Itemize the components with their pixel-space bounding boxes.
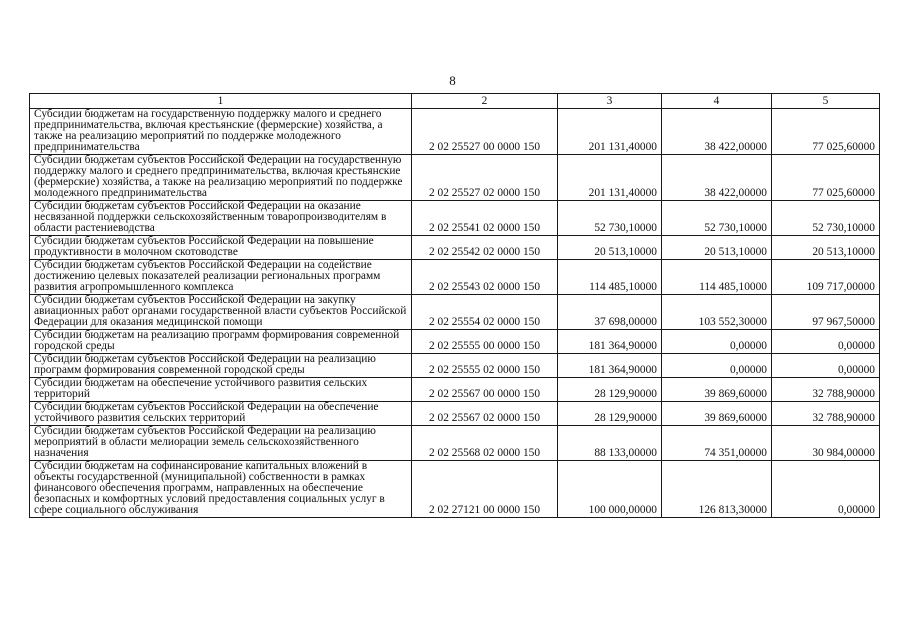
- row-value-5: 0,00000: [772, 354, 880, 378]
- column-header-1: 1: [30, 94, 412, 109]
- table-row: [30, 461, 880, 518]
- row-code: 2 02 25554 02 0000 150: [412, 295, 558, 330]
- row-code: 2 02 25527 02 0000 150: [412, 155, 558, 201]
- row-code: 2 02 25568 02 0000 150: [412, 426, 558, 461]
- row-value-5: 109 717,00000: [772, 260, 880, 295]
- table-row: [30, 402, 880, 426]
- row-value-4: 0,00000: [662, 354, 772, 378]
- row-value-5: 32 788,90000: [772, 402, 880, 426]
- row-description: Субсидии бюджетам на государственную поддержку малого и среднего предпринимательства, включая крестьянские (фермерские) хозяйства, а также на реализацию мероприятий по поддержке молодежного предпринимательства: [30, 109, 412, 155]
- row-code: 2 02 25567 02 0000 150: [412, 402, 558, 426]
- column-header-5: 5: [772, 94, 880, 109]
- table-row: [30, 109, 880, 155]
- header-row: [30, 94, 880, 109]
- column-header-2: 2: [412, 94, 558, 109]
- table-row: [30, 330, 880, 354]
- row-value-4: 126 813,30000: [662, 461, 772, 518]
- row-value-5: 52 730,10000: [772, 201, 880, 236]
- table-row: [30, 378, 880, 402]
- table-row: [30, 201, 880, 236]
- table-row: [30, 426, 880, 461]
- row-code: 2 02 25543 02 0000 150: [412, 260, 558, 295]
- table-row: [30, 155, 880, 201]
- table-row: [30, 236, 880, 260]
- row-value-3: 28 129,90000: [558, 378, 662, 402]
- row-value-5: 77 025,60000: [772, 109, 880, 155]
- row-value-5: 30 984,00000: [772, 426, 880, 461]
- page-number: 8: [449, 73, 456, 88]
- column-header-3: 3: [558, 94, 662, 109]
- row-description: Субсидии бюджетам на реализацию программ формирования современной городской среды: [30, 330, 412, 354]
- row-code: 2 02 25527 00 0000 150: [412, 109, 558, 155]
- row-description: Субсидии бюджетам субъектов Российской Федерации на содействие достижению целевых показателей реализации региональных программ развития агропромышленного комплекса: [30, 260, 412, 295]
- row-value-3: 37 698,00000: [558, 295, 662, 330]
- row-value-4: 39 869,60000: [662, 402, 772, 426]
- row-value-5: 77 025,60000: [772, 155, 880, 201]
- row-value-4: 114 485,10000: [662, 260, 772, 295]
- row-code: 2 02 27121 00 0000 150: [412, 461, 558, 518]
- row-description: Субсидии бюджетам на обеспечение устойчивого развития сельских территорий: [30, 378, 412, 402]
- row-value-4: 39 869,60000: [662, 378, 772, 402]
- table-row: [30, 295, 880, 330]
- row-value-4: 0,00000: [662, 330, 772, 354]
- row-value-4: 38 422,00000: [662, 109, 772, 155]
- row-description: Субсидии бюджетам субъектов Российской Федерации на реализацию программ формирования современной городской среды: [30, 354, 412, 378]
- row-code: 2 02 25542 02 0000 150: [412, 236, 558, 260]
- row-value-5: 0,00000: [772, 330, 880, 354]
- row-value-5: 0,00000: [772, 461, 880, 518]
- row-value-5: 32 788,90000: [772, 378, 880, 402]
- row-value-3: 28 129,90000: [558, 402, 662, 426]
- row-description: Субсидии бюджетам субъектов Российской Федерации на обеспечение устойчивого развития сельских территорий: [30, 402, 412, 426]
- row-code: 2 02 25541 02 0000 150: [412, 201, 558, 236]
- row-description: Субсидии бюджетам субъектов Российской Федерации на повышение продуктивности в молочном скотоводстве: [30, 236, 412, 260]
- budget-table: [29, 93, 880, 518]
- row-code: 2 02 25567 00 0000 150: [412, 378, 558, 402]
- row-value-4: 20 513,10000: [662, 236, 772, 260]
- row-value-3: 181 364,90000: [558, 354, 662, 378]
- row-value-3: 181 364,90000: [558, 330, 662, 354]
- row-description: Субсидии бюджетам субъектов Российской Федерации на реализацию мероприятий в области мелиорации земель сельскохозяйственного назначения: [30, 426, 412, 461]
- row-value-3: 100 000,00000: [558, 461, 662, 518]
- row-value-3: 114 485,10000: [558, 260, 662, 295]
- row-description: Субсидии бюджетам субъектов Российской Федерации на закупку авиационных работ органами государственной власти субъектов Российской Федерации для оказания медицинской помощи: [30, 295, 412, 330]
- column-header-4: 4: [662, 94, 772, 109]
- row-value-3: 20 513,10000: [558, 236, 662, 260]
- row-description: Субсидии бюджетам субъектов Российской Федерации на государственную поддержку малого и среднего предпринимательства, включая крестьянские (фермерские) хозяйства, а также на реализацию мероприятий по поддержке молодежного предпринимательства: [30, 155, 412, 201]
- row-value-3: 88 133,00000: [558, 426, 662, 461]
- row-description: Субсидии бюджетам субъектов Российской Федерации на оказание несвязанной поддержки сельскохозяйственным товаропроизводителям в области растениеводства: [30, 201, 412, 236]
- row-code: 2 02 25555 00 0000 150: [412, 330, 558, 354]
- row-value-3: 201 131,40000: [558, 155, 662, 201]
- row-value-5: 97 967,50000: [772, 295, 880, 330]
- row-value-3: 52 730,10000: [558, 201, 662, 236]
- row-value-4: 38 422,00000: [662, 155, 772, 201]
- row-value-5: 20 513,10000: [772, 236, 880, 260]
- row-value-4: 103 552,30000: [662, 295, 772, 330]
- table-row: [30, 354, 880, 378]
- row-description: Субсидии бюджетам на софинансирование капитальных вложений в объекты государственной (муниципальной) собственности в рамках финансового обеспечения программ, направленных на обеспечение безопасных и комфортных условий предоставления социальных услуг в сфере социального обслуживания: [30, 461, 412, 518]
- table-row: [30, 260, 880, 295]
- row-value-3: 201 131,40000: [558, 109, 662, 155]
- row-value-4: 74 351,00000: [662, 426, 772, 461]
- row-code: 2 02 25555 02 0000 150: [412, 354, 558, 378]
- row-value-4: 52 730,10000: [662, 201, 772, 236]
